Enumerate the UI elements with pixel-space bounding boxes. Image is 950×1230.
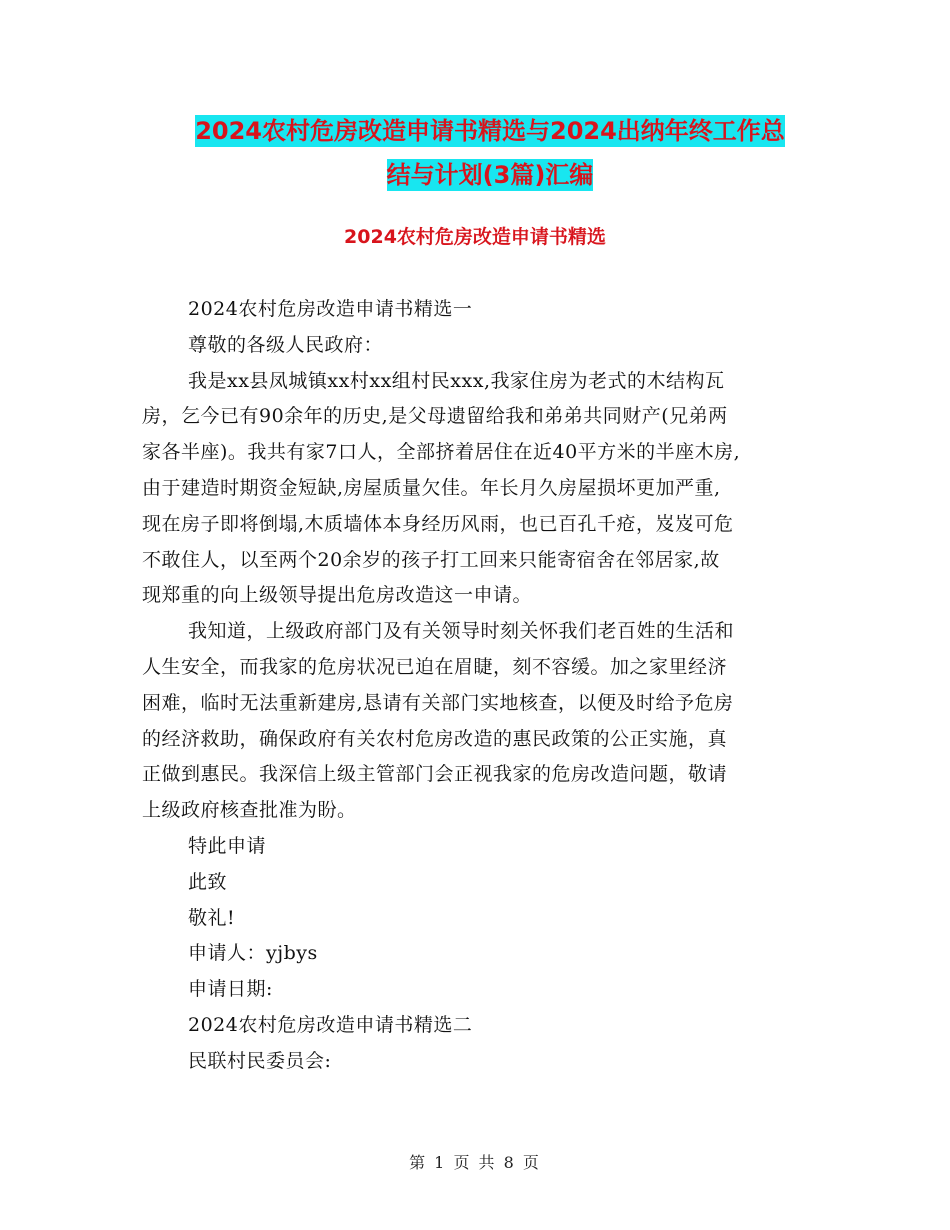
body-line: 民联村民委员会: [188, 1049, 332, 1072]
body-line: 人生安全，而我家的危房状况已迫在眉睫，刻不容缓。加之家里经济 [142, 655, 728, 678]
document-body [142, 292, 832, 1080]
body-line: 特此申请 [188, 834, 267, 857]
body-line: 上级政府核查批准为盼。 [142, 799, 357, 822]
body-line: 申请日期: [188, 978, 273, 1001]
body-line: 2024农村危房改造申请书精选一 [188, 298, 473, 320]
body-line: 现在房子即将倒塌,木质墙体本身经历风雨，也已百孔千疮，岌岌可危 [142, 512, 734, 535]
document-title-line-2 [120, 152, 860, 198]
document-title-line-1 [120, 108, 860, 154]
page-footer: 第 1 页 共 8 页 [409, 1153, 541, 1172]
body-line: 现郑重的向上级领导提出危房改造这一申请。 [142, 584, 533, 607]
body-line: 申请人：yjbys [188, 942, 318, 965]
body-line: 困难，临时无法重新建房,恳请有关部门实地核查，以便及时给予危房 [142, 691, 734, 714]
body-line: 此致 [188, 870, 228, 893]
body-line: 我是xx县凤城镇xx村xx组村民xxx,我家住房为老式的木结构瓦 [188, 369, 725, 392]
body-line: 我知道，上级政府部门及有关领导时刻关怀我们老百姓的生活和 [188, 620, 735, 643]
body-line: 不敢住人，以至两个20余岁的孩子打工回来只能寄宿舍在邻居家,故 [142, 548, 720, 571]
body-line: 的经济救助，确保政府有关农村危房改造的惠民政策的公正实施，真 [142, 727, 728, 750]
body-line: 敬礼! [188, 906, 236, 929]
body-line: 尊敬的各级人民政府： [188, 333, 384, 356]
body-line: 房，乞今已有90余年的历史,是父母遗留给我和弟弟共同财产(兄弟两 [142, 405, 728, 428]
body-line: 正做到惠民。我深信上级主管部门会正视我家的危房改造问题，敬请 [142, 763, 728, 786]
title-highlight-1: 2024农村危房改造申请书精选与2024出纳年终工作总 [195, 117, 785, 145]
title-highlight-2: 结与计划(3篇)汇编 [386, 161, 594, 189]
body-line: 家各半座)。我共有家7口人，全部挤着居住在近40平方米的半座木房, [142, 441, 741, 464]
body-line: 由于建造时期资金短缺,房屋质量欠佳。年长月久房屋损坏更加严重, [142, 476, 721, 499]
section-title: 2024农村危房改造申请书精选 [344, 226, 606, 248]
body-line: 2024农村危房改造申请书精选二 [188, 1013, 473, 1036]
